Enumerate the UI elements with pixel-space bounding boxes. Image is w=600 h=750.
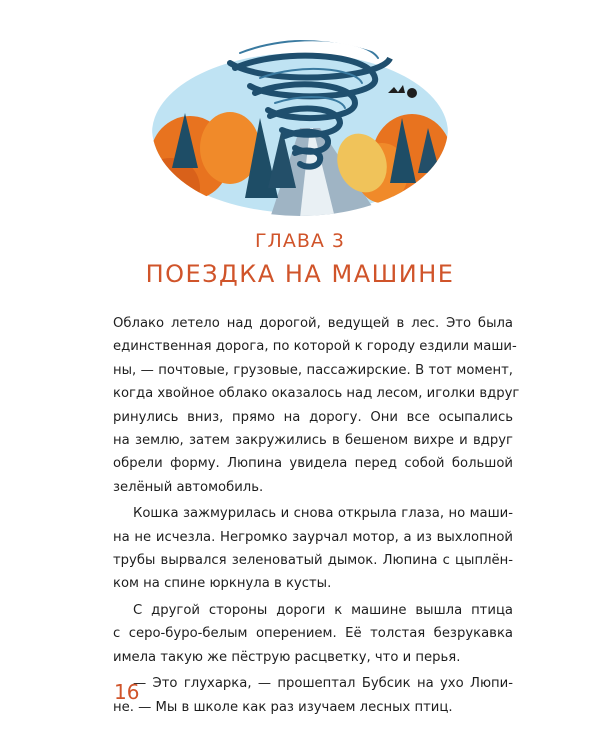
text-line: ком на спине юркнула в кусты.: [113, 576, 332, 592]
text-line: не. — Мы в школе как раз изучаем лесных птиц.: [113, 699, 453, 715]
text-line: с серо-буро-белым оперением. Её толстая безрукавка: [113, 626, 513, 642]
paragraph: [113, 502, 513, 596]
chapter-title: ПОЕЗДКА НА МАШИНЕ: [145, 260, 455, 288]
text-line: обрели форму. Люпина увидела перед собой большой: [113, 456, 513, 472]
text-line: имела такую же пёструю расцветку, что и перья.: [113, 649, 461, 665]
text-line: ринулись вниз, прямо на дорогу. Они все осыпались: [113, 409, 513, 425]
text-line: зелёный автомобиль.: [113, 479, 264, 495]
text-line: ны, — почтовые, грузовые, пассажирские. В тот момент,: [113, 362, 513, 378]
paragraph: [113, 599, 513, 669]
text-line: на землю, затем закружились в бешеном вихре и вдруг: [113, 433, 513, 449]
text-line: Облако летело над дорогой, ведущей в лес. Это была: [113, 316, 513, 331]
text-line: Кошка зажмурилась и снова открыла глаза, но маши-: [133, 506, 513, 522]
chapter-body: [113, 312, 520, 722]
text-line: С другой стороны дороги к машине вышла птица: [133, 602, 513, 618]
text-line: когда хвойное облако оказалось над лесом, иголки вдруг: [113, 386, 520, 402]
text-line: на не исчезла. Негромко заурчал мотор, а из выхлопной: [113, 529, 513, 545]
text-line: единственная дорога, по которой к городу ездили маши-: [113, 339, 517, 355]
page-number: 16: [114, 680, 140, 704]
paragraph: [113, 312, 520, 499]
chapter-label: ГЛАВА 3: [254, 230, 346, 252]
paragraph: [113, 672, 513, 719]
tornado-illustration: [150, 8, 450, 218]
text-line: трубы вырвался зеленоватый дымок. Люпина с цыплён-: [113, 553, 513, 569]
text-line: — Это глухарка, — прошептал Бубсик на ухо Люпи-: [133, 676, 513, 692]
